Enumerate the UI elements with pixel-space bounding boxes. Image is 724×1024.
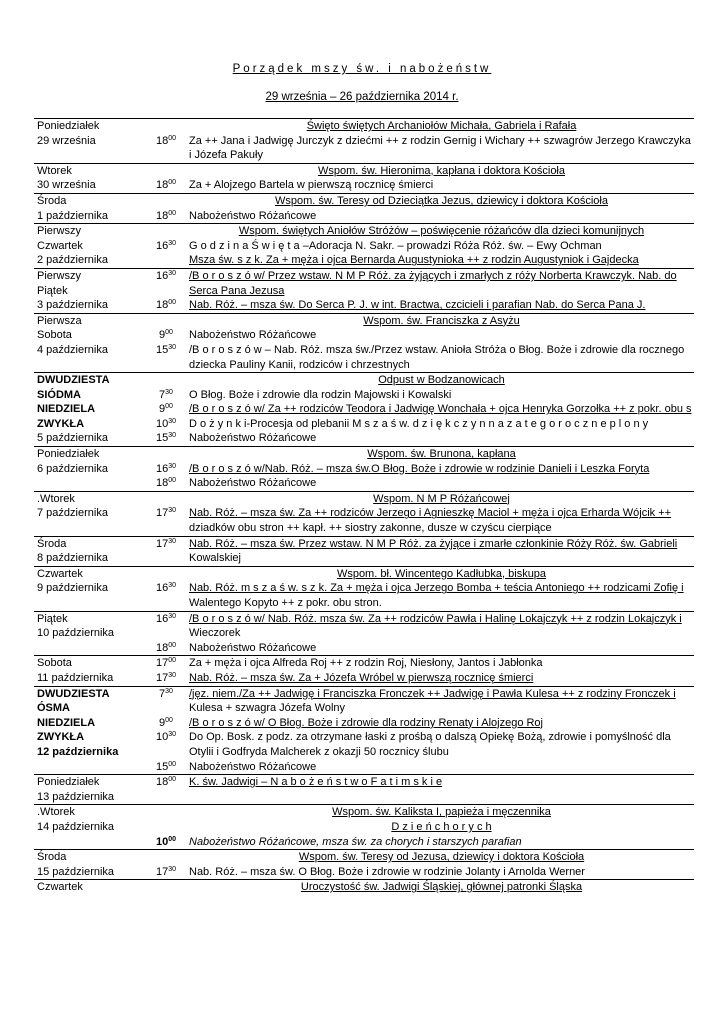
intention-cell: Wspom. N M P Różańcowej bbox=[186, 491, 694, 506]
intention-cell: Kowalskiej bbox=[189, 552, 241, 565]
schedule-row bbox=[34, 656, 694, 671]
schedule-row bbox=[34, 148, 694, 163]
intention-cell: Nabożeństwo Różańcowe bbox=[189, 209, 317, 222]
schedule-row bbox=[34, 253, 694, 268]
intention-cell: Nabożeństwo Różańcowe bbox=[189, 432, 317, 445]
day-cell: Pierwszy bbox=[34, 224, 143, 239]
day-cell: Czwartek bbox=[34, 566, 143, 581]
intention-cell: Za ++ Jana i Jadwigę Jurczyk z dziećmi ++ z rodzin Gernig i Wichary ++ szwagrów Jerzego Krawczyka bbox=[189, 134, 691, 147]
intention-cell: O Błog. Boże i zdrowie dla rodzin Majowski i Kowalski bbox=[189, 388, 452, 401]
time-cell bbox=[143, 820, 186, 835]
time-cell: $15^{30}$ bbox=[155, 432, 177, 445]
schedule-row bbox=[34, 521, 694, 536]
intention-cell: Wspom. św. Teresy od Dzieciątka Jezus, dziewicy i doktora Kościoła bbox=[186, 193, 694, 208]
time-cell: $18^{00}$ bbox=[155, 134, 177, 147]
day-cell: Poniedziałek bbox=[34, 447, 143, 462]
schedule-row bbox=[34, 835, 694, 850]
time-cell: $16^{30}$ bbox=[143, 268, 186, 283]
schedule-row bbox=[34, 193, 694, 208]
time-cell: $17^{30}$ bbox=[155, 507, 177, 520]
day-cell: 11 października bbox=[37, 671, 114, 684]
day-cell: ÓSMA bbox=[37, 702, 70, 715]
schedule-row bbox=[34, 760, 694, 775]
time-cell: $17^{00}$ bbox=[143, 656, 186, 671]
intention-cell: Wspom. św. Teresy od Jezusa, dziewicy i doktora Kościoła bbox=[186, 850, 694, 865]
intention-cell: /B o r o s z ó w/ Nab. Róż. msza św. Za ++ rodziców Pawła i Halinę Lokajczyk ++ z rodzin Lokajczyk i bbox=[186, 611, 694, 626]
day-cell bbox=[34, 476, 143, 491]
time-cell bbox=[143, 163, 186, 178]
schedule-row bbox=[34, 268, 694, 283]
intention-cell: K. św. Jadwigi – N a b o ż e ń s t w o F a t i m s k i e bbox=[186, 775, 694, 790]
intention-cell: Nab. Róż. – msza św. O Błog. Boże i zdrowie w rodzinie Jolanty i Arnolda Werner bbox=[189, 865, 585, 878]
time-cell: $16^{30}$ bbox=[155, 582, 177, 595]
day-cell: Środa bbox=[34, 850, 143, 865]
time-cell: $9^{00}$ bbox=[159, 403, 173, 416]
time-cell: $10^{00}$ bbox=[155, 835, 177, 848]
intention-cell: /B o r o s z ó w – Nab. Róż. msza św./Przez wstaw. Anioła Stróża o Błog. Boże i zdrowie dla rocznego bbox=[189, 343, 685, 356]
time-cell: $16^{30}$ bbox=[143, 611, 186, 626]
day-cell: Poniedziałek bbox=[34, 119, 143, 134]
time-cell bbox=[143, 626, 186, 641]
schedule-row bbox=[34, 551, 694, 566]
day-cell: 1 października bbox=[37, 209, 108, 222]
schedule-row bbox=[34, 880, 694, 895]
intention-cell: D o ż y n k i-Procesja od plebanii M s z a ś w. d z i ę k c z y n n a z a t e g o r o c z n e p l o n y bbox=[189, 417, 649, 430]
schedule-row bbox=[34, 596, 694, 611]
time-cell bbox=[143, 521, 186, 536]
intention-cell: dziadków obu stron ++ kapł. ++ siostry zakonne, dusze w czyścu cierpiące bbox=[189, 522, 552, 535]
schedule-row bbox=[34, 134, 694, 149]
day-cell: SIÓDMA bbox=[37, 388, 81, 401]
schedule-row bbox=[34, 611, 694, 626]
intention-cell: /B o r o s z ó w/ Przez wstaw. N M P Róż. za żyjących i zmarłych z róży Norberta Krawczyk. Nab. do bbox=[186, 268, 694, 283]
time-cell bbox=[143, 701, 186, 716]
day-cell bbox=[34, 521, 143, 536]
schedule-row bbox=[34, 224, 694, 239]
time-cell bbox=[143, 313, 186, 328]
schedule-row bbox=[34, 850, 694, 865]
day-cell bbox=[34, 835, 143, 850]
intention-cell: Odpust w Bodzanowicach bbox=[186, 373, 694, 388]
day-cell: 3 października bbox=[37, 299, 108, 312]
intention-cell: Wieczorek bbox=[189, 627, 241, 640]
intention-cell: /B o r o s z ó w/Nab. Róż. – msza św.O Błog. Boże i zdrowie w rodzinie Danieli i Leszka Foryta bbox=[189, 462, 650, 475]
day-cell: 12 października bbox=[37, 745, 119, 758]
time-cell: $17^{30}$ bbox=[155, 671, 177, 684]
day-cell: DWUDZIESTA bbox=[34, 686, 143, 701]
schedule-row bbox=[34, 626, 694, 641]
day-cell: 14 października bbox=[37, 820, 115, 833]
intention-cell: Nabożeństwo Różańcowe bbox=[189, 760, 317, 773]
time-cell: $16^{30}$ bbox=[155, 462, 177, 475]
time-cell: $18^{00}$ bbox=[155, 209, 177, 222]
day-cell: ZWYKŁA bbox=[37, 417, 85, 430]
intention-cell: Wspom. św. Franciszka z Asyżu bbox=[186, 313, 694, 328]
day-cell: .Wtorek bbox=[34, 491, 143, 506]
day-cell: 10 października bbox=[37, 627, 115, 640]
intention-cell: /jęz. niem./Za ++ Jadwigę i Franciszka Fronczek ++ Jadwigę i Pawła Kulesa ++ z rodziny Fronczek i bbox=[186, 686, 694, 701]
day-cell: 9 października bbox=[37, 582, 108, 595]
intention-cell: Wspom. św. Kaliksta I, papieża i męczennika bbox=[186, 805, 694, 820]
schedule-row bbox=[34, 119, 694, 134]
day-cell: 5 października bbox=[37, 432, 108, 445]
schedule-row bbox=[34, 313, 694, 328]
intention-cell: Nabożeństwo Różańcowe bbox=[189, 641, 317, 654]
schedule-row bbox=[34, 402, 694, 417]
time-cell: $7^{30}$ bbox=[143, 686, 186, 701]
time-cell: $9^{00}$ bbox=[159, 329, 173, 342]
intention-cell: /B o r o s z ó w/ O Błog. Boże i zdrowie dla rodziny Renaty i Alojzego Roj bbox=[189, 716, 543, 729]
intention-cell: Wspom. św. Brunona, kapłana bbox=[186, 447, 694, 462]
time-cell bbox=[143, 880, 186, 895]
schedule-row bbox=[34, 328, 694, 343]
day-cell: Pierwszy bbox=[34, 268, 143, 283]
day-cell: Czwartek bbox=[37, 239, 83, 252]
schedule-row bbox=[34, 298, 694, 313]
time-cell bbox=[143, 790, 186, 805]
day-cell: 8 października bbox=[37, 552, 108, 565]
time-cell: $10^{30}$ bbox=[155, 731, 177, 744]
schedule-row bbox=[34, 566, 694, 581]
schedule-row bbox=[34, 775, 694, 790]
time-cell bbox=[143, 119, 186, 134]
time-cell: $18^{00}$ bbox=[155, 641, 177, 654]
schedule-row bbox=[34, 865, 694, 880]
day-cell: ZWYKŁA bbox=[37, 731, 85, 744]
day-cell: Piątek bbox=[37, 284, 68, 297]
intention-cell: Wspom. świętych Aniołów Stróżów – poświęcenie różańców dla dzieci komunijnych bbox=[186, 224, 694, 239]
intention-cell: Do Op. Bosk. z podz. za otrzymane łaski z prośbą o dalszą Opiekę Bożą, zdrowie i pomyślność dla bbox=[189, 731, 671, 744]
time-cell: $18^{00}$ bbox=[143, 775, 186, 790]
intention-cell: Nabożeństwo Różańcowe bbox=[189, 329, 317, 342]
time-cell bbox=[143, 224, 186, 239]
schedule-row bbox=[34, 671, 694, 686]
schedule-row bbox=[34, 388, 694, 403]
time-cell bbox=[143, 253, 186, 268]
day-cell: 30 września bbox=[37, 179, 96, 192]
day-cell: 29 września bbox=[37, 134, 96, 147]
schedule-row bbox=[34, 506, 694, 521]
time-cell bbox=[143, 551, 186, 566]
schedule-row bbox=[34, 343, 694, 358]
schedule-row bbox=[34, 462, 694, 477]
intention-cell: Nab. Róż. – msza św. Przez wstaw. N M P Róż. za żyjące i zmarłe członkinie Róży Róż. św. Gabrieli bbox=[186, 536, 694, 551]
day-cell: 15 października bbox=[37, 865, 115, 878]
day-cell bbox=[34, 148, 143, 163]
intention-cell: /B o r o s z ó w/ Za ++ rodziców Teodora i Jadwigę Wonchała + ojca Henryka Gorzołka ++ z pokr. obu s bbox=[189, 403, 692, 416]
time-cell: $17^{30}$ bbox=[155, 865, 177, 878]
day-cell: Czwartek bbox=[34, 880, 143, 895]
schedule-row bbox=[34, 641, 694, 656]
intention-cell: Walentego Kopyto ++ z pokr. obu stron. bbox=[189, 597, 382, 609]
day-cell: 7 października bbox=[37, 507, 108, 520]
schedule-row bbox=[34, 745, 694, 760]
time-cell: $7^{30}$ bbox=[159, 388, 173, 401]
day-cell: Sobota bbox=[34, 656, 143, 671]
time-cell: $15^{30}$ bbox=[155, 343, 177, 356]
schedule-row bbox=[34, 163, 694, 178]
time-cell bbox=[143, 148, 186, 163]
day-cell: 6 października bbox=[37, 462, 108, 475]
time-cell bbox=[143, 850, 186, 865]
day-cell: Piątek bbox=[34, 611, 143, 626]
schedule-row bbox=[34, 417, 694, 432]
time-cell: $17^{30}$ bbox=[143, 536, 186, 551]
day-cell bbox=[34, 596, 143, 611]
intention-cell: Nab. Róż. – msza św. Do Serca P. J. w int. Bractwa, czcicieli i parafian Nab. do Serca Pana J. bbox=[189, 299, 646, 312]
day-cell: Poniedziałek bbox=[34, 775, 143, 790]
day-cell: 13 października bbox=[37, 790, 115, 803]
schedule-row bbox=[34, 358, 694, 373]
time-cell bbox=[143, 193, 186, 208]
time-cell: $10^{30}$ bbox=[155, 417, 177, 430]
day-cell: .Wtorek bbox=[34, 805, 143, 820]
intention-cell: Otylii i Godfryda Malcherek z okazji 50 rocznicy ślubu bbox=[189, 745, 449, 758]
time-cell bbox=[143, 358, 186, 373]
day-cell: 2 października bbox=[37, 254, 108, 267]
day-cell: DWUDZIESTA bbox=[34, 373, 143, 388]
time-cell bbox=[143, 373, 186, 388]
intention-cell: Za + męża i ojca Alfreda Roj ++ z rodzin Roj, Niesłony, Jantos i Jabłonka bbox=[186, 656, 694, 671]
schedule-row bbox=[34, 701, 694, 716]
intention-cell: dziecka Pauliny Kanii, rodziców i chrzestnych bbox=[189, 358, 410, 371]
schedule-row bbox=[34, 491, 694, 506]
day-cell: Sobota bbox=[37, 329, 72, 342]
schedule-row bbox=[34, 730, 694, 745]
day-cell: Środa bbox=[34, 536, 143, 551]
day-cell bbox=[34, 641, 143, 656]
schedule-row bbox=[34, 790, 694, 805]
intention-cell: Wspom. bł. Wincentego Kadłubka, biskupa bbox=[186, 566, 694, 581]
intention-cell: Kulesa + szwagra Józefa Wolny bbox=[189, 702, 346, 715]
time-cell: $18^{00}$ bbox=[155, 299, 177, 312]
intention-cell: Święto świętych Archaniołów Michała, Gabriela i Rafała bbox=[186, 119, 694, 134]
time-cell bbox=[143, 447, 186, 462]
time-cell bbox=[143, 566, 186, 581]
schedule-row bbox=[34, 284, 694, 299]
intention-cell: Serca Pana Jezusa bbox=[189, 284, 285, 297]
schedule-row bbox=[34, 581, 694, 596]
intention-cell: Msza św. s z k. Za + męża i ojca Bernarda Augustynioka ++ z rodzin Augustyniok i Gajdecka bbox=[189, 254, 639, 267]
intention-cell: Za + Alojzego Bartela w pierwszą rocznicę śmierci bbox=[189, 179, 434, 192]
schedule-row bbox=[34, 431, 694, 446]
schedule-row bbox=[34, 805, 694, 820]
day-cell: Wtorek bbox=[34, 163, 143, 178]
schedule-row bbox=[34, 178, 694, 193]
intention-cell: Wspom. św. Hieronima, kapłana i doktora Kościoła bbox=[186, 163, 694, 178]
intention-cell: Nabożeństwo Różańcowe, msza św. za chorych i starszych parafian bbox=[189, 835, 522, 848]
day-cell: Pierwsza bbox=[34, 313, 143, 328]
time-cell bbox=[143, 745, 186, 760]
intention-cell: G o d z i n a Ś w i ę t a –Adoracja N. Sakr. – prowadzi Róża Róż. św. – Ewy Ochman bbox=[189, 239, 602, 252]
time-cell bbox=[143, 805, 186, 820]
time-cell: $15^{00}$ bbox=[155, 760, 177, 773]
time-cell: $16^{30}$ bbox=[155, 239, 177, 252]
time-cell bbox=[143, 596, 186, 611]
intention-cell: Nab. Róż. – msza św. Za ++ rodziców Jerzego i Agnieszkę Maciol + męża i ojca Erharda Wójcik ++ bbox=[189, 507, 672, 520]
mass-schedule-table bbox=[34, 118, 694, 895]
intention-cell: Nabożeństwo Różańcowe bbox=[189, 477, 317, 490]
day-cell bbox=[34, 760, 143, 775]
time-cell bbox=[143, 491, 186, 506]
day-cell: NIEDZIELA bbox=[37, 403, 96, 416]
intention-cell: D z i e ń c h o r y c h bbox=[391, 820, 492, 833]
page-title: Porządek mszy św. i nabożeństw bbox=[232, 63, 492, 75]
intention-cell: Nab. Róż. – msza św. Za + Józefa Wróbel w pierwszą rocznicę śmierci bbox=[189, 671, 534, 684]
day-cell: 4 października bbox=[37, 343, 108, 356]
schedule-row bbox=[34, 820, 694, 835]
time-cell: $18^{00}$ bbox=[155, 179, 177, 192]
schedule-row bbox=[34, 716, 694, 731]
day-cell: Środa bbox=[34, 193, 143, 208]
intention-cell bbox=[186, 790, 694, 805]
schedule-row bbox=[34, 686, 694, 701]
time-cell: $18^{00}$ bbox=[155, 477, 177, 490]
intention-cell: Nab. Róż. m s z a ś w. s z k. Za + męża i ojca Jerzego Bomba + teścia Antoniego ++ rodzicami Zofię i bbox=[189, 582, 684, 595]
intention-cell: Uroczystość św. Jadwigi Śląskiej, głównej patronki Śląska bbox=[186, 880, 694, 895]
time-cell bbox=[143, 284, 186, 299]
schedule-row bbox=[34, 373, 694, 388]
schedule-row bbox=[34, 209, 694, 224]
time-cell: $9^{00}$ bbox=[159, 716, 173, 729]
date-range: 29 września – 26 października 2014 r. bbox=[265, 91, 459, 103]
schedule-row bbox=[34, 476, 694, 491]
schedule-row bbox=[34, 447, 694, 462]
day-cell: NIEDZIELA bbox=[37, 716, 96, 729]
intention-cell: i Józefa Pakuły bbox=[189, 149, 263, 162]
day-cell bbox=[34, 358, 143, 373]
schedule-row bbox=[34, 536, 694, 551]
schedule-row bbox=[34, 239, 694, 254]
